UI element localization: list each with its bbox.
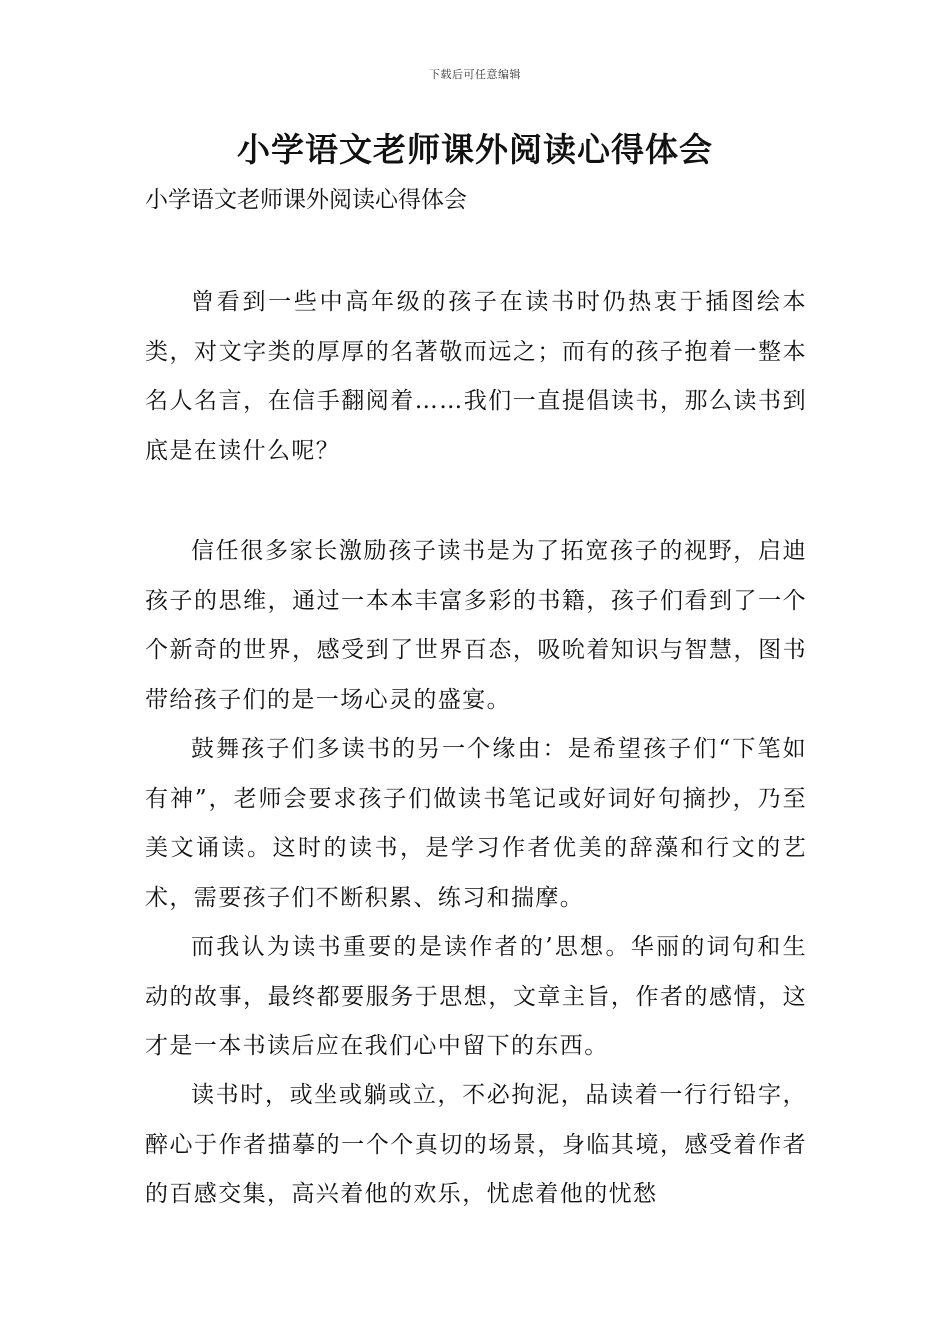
paragraph: 曾看到一些中高年级的孩子在读书时仍热衷于插图绘本类，对文字类的厚厚的名著敬而远之；而有的孩子抱着一整本名人名言，在信手翻阅着……我们一直提倡读书，那么读书到底是在读什么呢？ xyxy=(145,289,807,464)
paragraph: 而我认为读书重要的是读作者的’思想。华丽的词句和生动的故事，最终都要服务于思想，文章主旨，作者的感情，这才是一本书读后应在我们心中留下的东西。 xyxy=(145,934,807,1059)
header-note: 下载后可任意编辑 xyxy=(429,68,521,81)
paragraph-block xyxy=(145,527,807,725)
paragraph-block xyxy=(145,1071,807,1220)
paragraph-block xyxy=(145,278,807,476)
paragraph: 鼓舞孩子们多读书的另一个缘由：是希望孩子们“下笔如有神”，老师会要求孩子们做读书笔记或好词好句摘抄，乃至美文诵读。这时的读书，是学习作者优美的辞藻和行文的艺术，需要孩子们不断积累、练习和揣摩。 xyxy=(145,736,807,911)
paragraph-block xyxy=(145,725,807,923)
paragraph-block xyxy=(145,923,807,1072)
paragraph: 读书时，或坐或躺或立，不必拘泥，品读着一行行铅字，醉心于作者描摹的一个个真切的场景，身临其境，感受着作者的百感交集，高兴着他的欢乐，忧虑着他的忧愁 xyxy=(145,1082,807,1207)
document-title: 小学语文老师课外阅读心得体会 xyxy=(237,130,713,169)
paragraph: 信任很多家长激励孩子读书是为了拓宽孩子的视野，启迪孩子的思维，通过一本本丰富多彩的书籍，孩子们看到了一个个新奇的世界，感受到了世界百态，吸吮着知识与智慧，图书带给孩子们的是一场心灵的盛宴。 xyxy=(145,538,807,713)
document-subtitle: 小学语文老师课外阅读心得体会 xyxy=(145,187,467,213)
